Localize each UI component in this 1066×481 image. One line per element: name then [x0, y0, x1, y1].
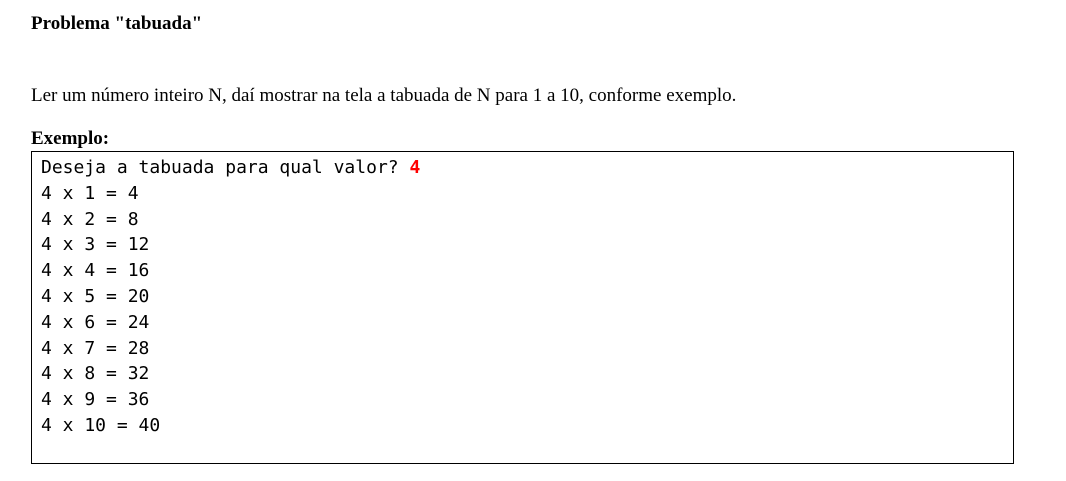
console-output-line: 4 x 1 = 4: [41, 182, 139, 204]
console-output-line: 4 x 9 = 36: [41, 389, 150, 411]
problem-title: Problema "tabuada": [31, 13, 203, 34]
console-prompt-line: [41, 155, 1013, 181]
console-output-line: 4 x 7 = 28: [41, 337, 150, 359]
console-output-line: 4 x 8 = 32: [41, 363, 150, 385]
example-label: Exemplo:: [31, 128, 110, 149]
console-output-box: [31, 151, 1014, 464]
console-output-line: 4 x 10 = 40: [41, 414, 161, 436]
console-output-line: 4 x 4 = 16: [41, 260, 150, 282]
console-output-line: 4 x 5 = 20: [41, 285, 150, 307]
problem-statement: Ler um número inteiro N, daí mostrar na tela a tabuada de N para 1 a 10, conforme exemplo.: [31, 85, 737, 106]
console-input-value: 4: [409, 157, 421, 178]
console-output-line: 4 x 3 = 12: [41, 234, 150, 256]
console-output-line: 4 x 6 = 24: [41, 311, 150, 333]
console-prompt-text: Deseja a tabuada para qual valor?: [41, 157, 410, 178]
console-output-line: 4 x 2 = 8: [41, 208, 139, 230]
